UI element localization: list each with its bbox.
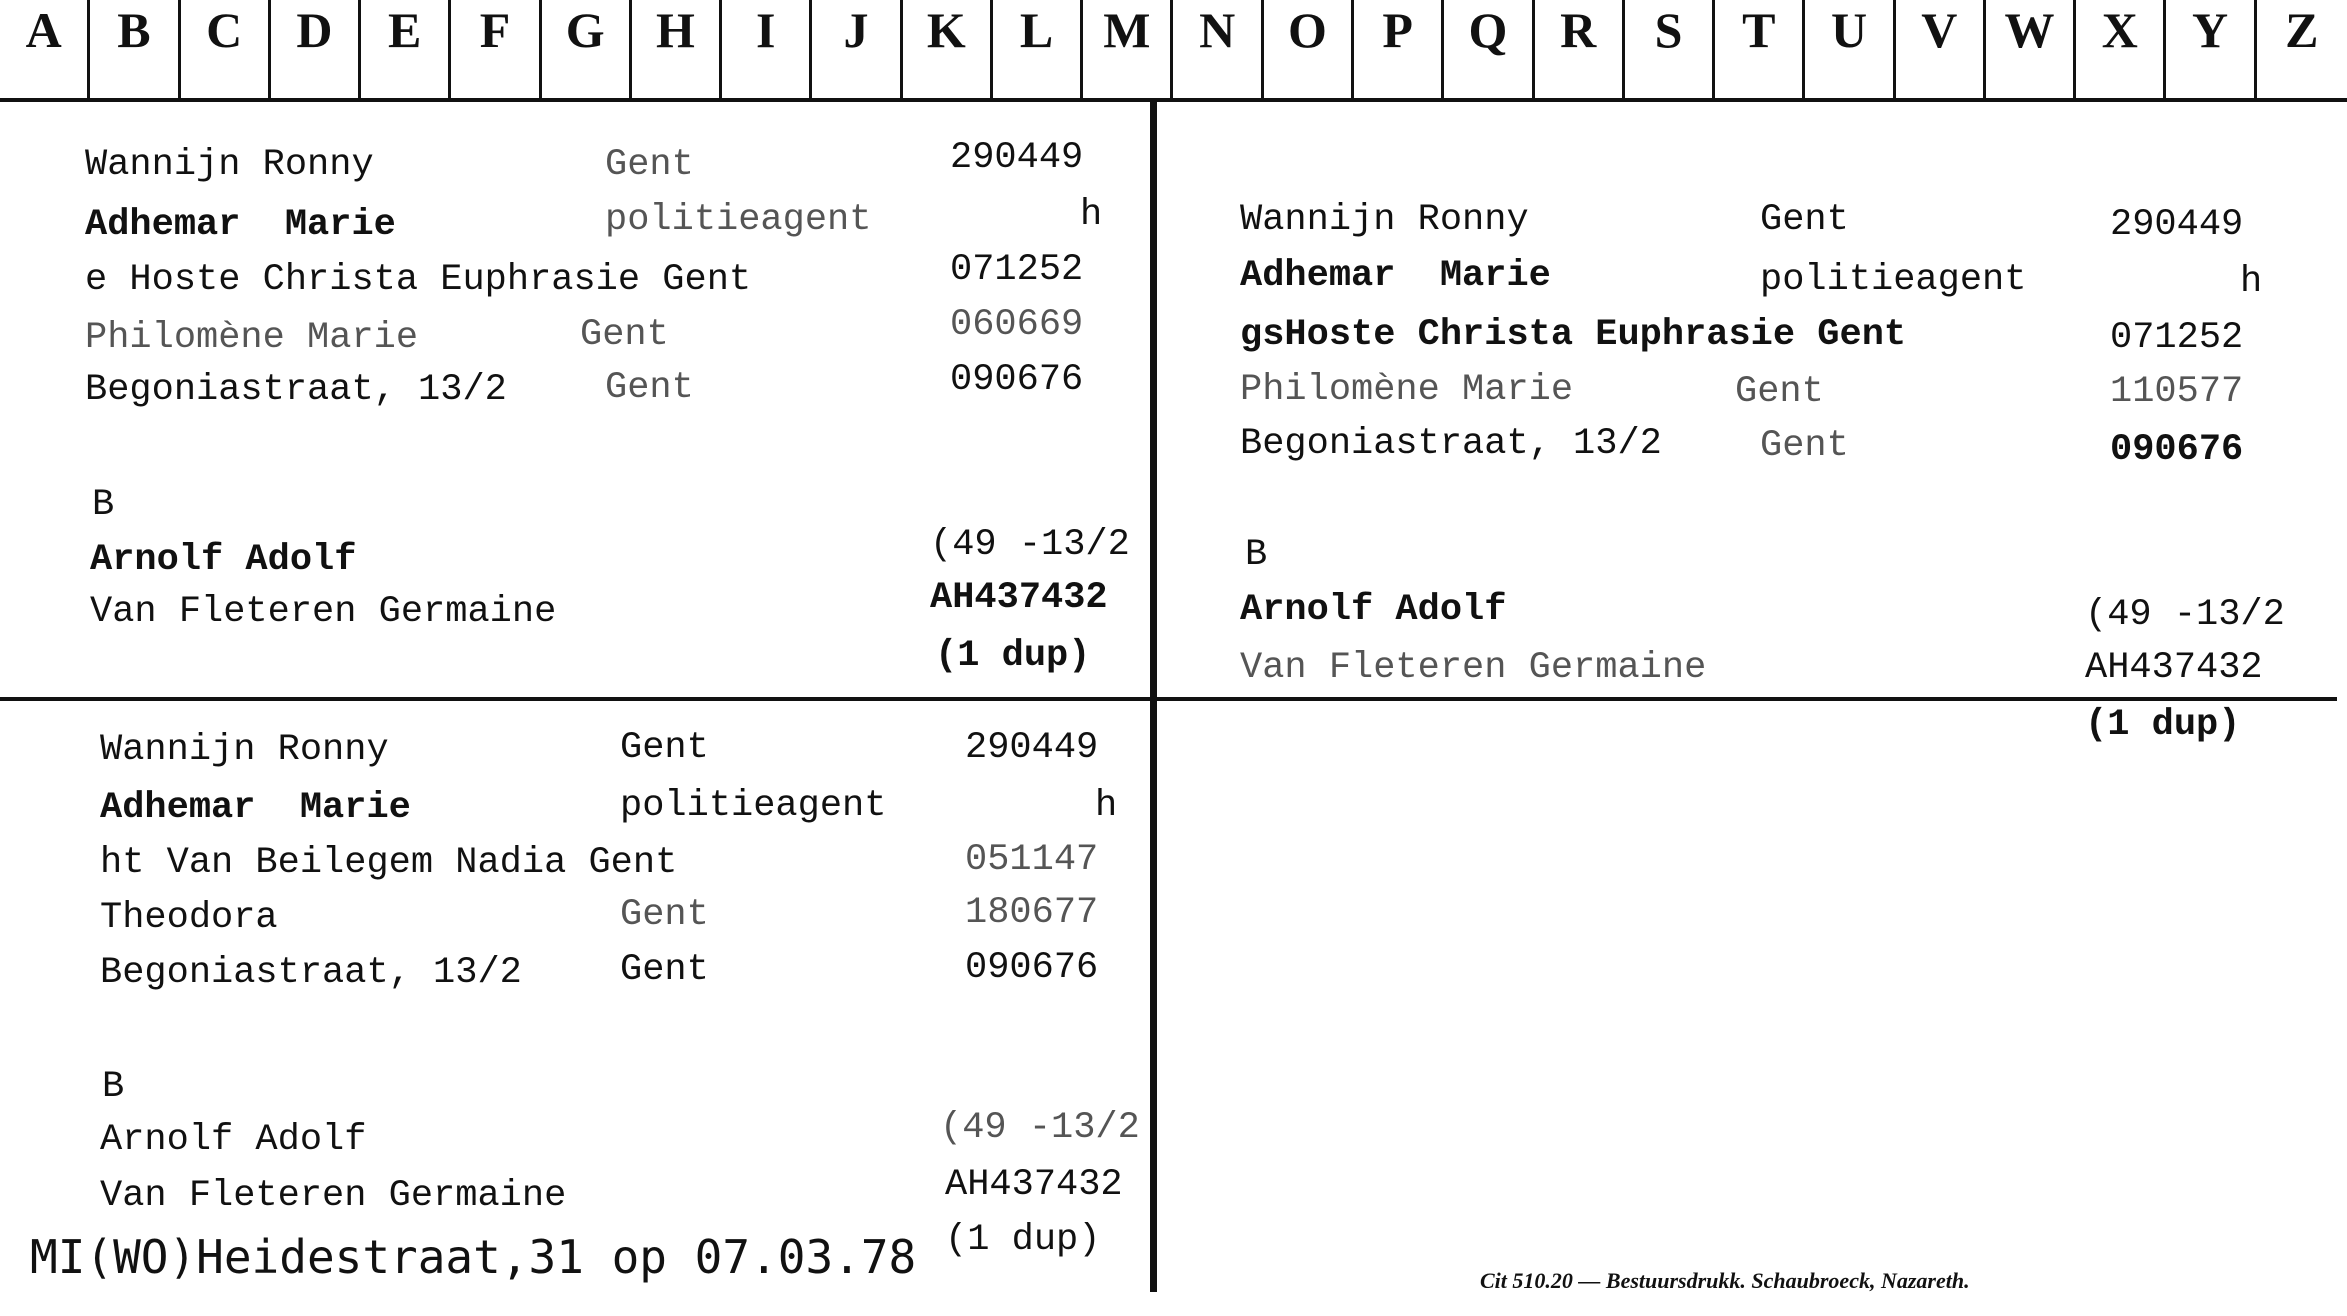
stamp-line: MI(WO)Heidestraat,31 op 07.03.78 bbox=[30, 1230, 917, 1284]
alpha-tab-o: O bbox=[1264, 0, 1354, 100]
alpha-tab-t: T bbox=[1715, 0, 1805, 100]
alpha-tab-v: V bbox=[1896, 0, 1986, 100]
middle-rule-right bbox=[1157, 697, 2337, 701]
alpha-tab-c: C bbox=[181, 0, 271, 100]
alpha-tab-f: F bbox=[451, 0, 541, 100]
alpha-tab-p: P bbox=[1354, 0, 1444, 100]
alpha-tab-h: H bbox=[632, 0, 722, 100]
alpha-tab-q: Q bbox=[1444, 0, 1534, 100]
middle-rule-left bbox=[0, 697, 1160, 701]
alpha-tab-b: B bbox=[90, 0, 180, 100]
printer-footer: Cit 510.20 — Bestuursdrukk. Schaubroeck, Nazareth. bbox=[1480, 1268, 1970, 1293]
alpha-tab-m: M bbox=[1083, 0, 1173, 100]
card1-row-1: Wannijn Ronny bbox=[85, 144, 374, 186]
alpha-tab-z: Z bbox=[2285, 2, 2319, 58]
alpha-tab-y: Y bbox=[2166, 0, 2256, 100]
alpha-tab-e: E bbox=[361, 0, 451, 100]
alphabet-index-strip bbox=[0, 0, 2347, 100]
alpha-tab-s: S bbox=[1625, 0, 1715, 100]
alpha-tab-k: K bbox=[903, 0, 993, 100]
alpha-tab-n: N bbox=[1174, 0, 1264, 100]
alpha-tab-i: I bbox=[722, 0, 812, 100]
header-rule bbox=[0, 98, 2347, 102]
alpha-tab-d: D bbox=[271, 0, 361, 100]
alpha-tab-x: X bbox=[2076, 0, 2166, 100]
alpha-tab-l: L bbox=[993, 0, 1083, 100]
alpha-tab-g: G bbox=[542, 0, 632, 100]
alpha-tab-j: J bbox=[812, 0, 902, 100]
alpha-tab-u: U bbox=[1805, 0, 1895, 100]
alpha-tab-a: A bbox=[0, 0, 90, 100]
alpha-tab-r: R bbox=[1535, 0, 1625, 100]
center-divider bbox=[1150, 100, 1157, 1292]
alpha-tab-w: W bbox=[1986, 0, 2076, 100]
